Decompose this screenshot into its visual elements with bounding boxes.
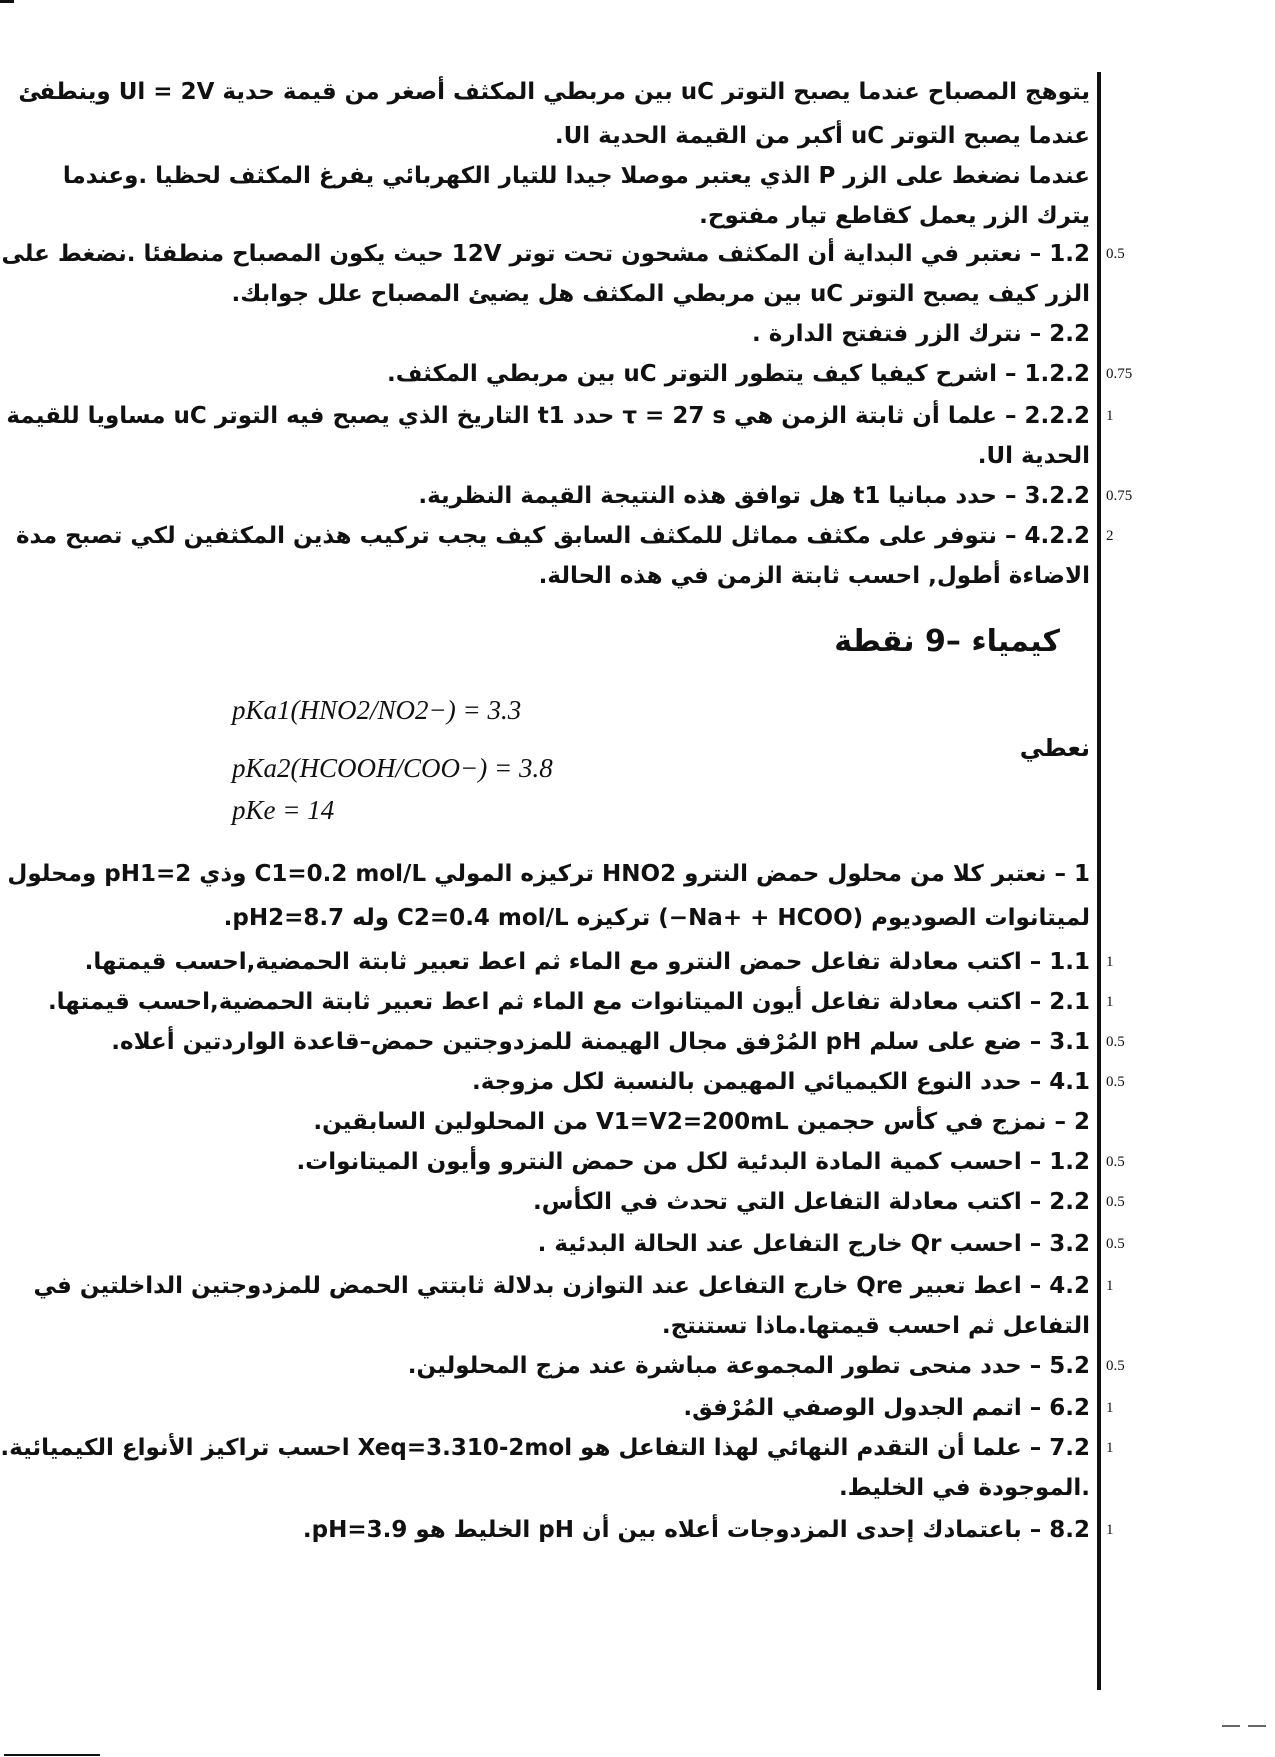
chem-q-3-2: 3.2 – احسب Qr خارج التفاعل عند الحالة البدئية . (537, 1231, 1090, 1257)
points-c-4-1: 0.5 (1106, 1074, 1125, 1090)
points-c-7-2: 1 (1106, 1440, 1114, 1456)
chem-q-3-1: 3.1 – ضع على سلم pH المُرْفق مجال الهيمنة للمزدوجتين حمض–قاعدة الواردتين أعلاه. (111, 1029, 1090, 1055)
footer-dash-2 (1248, 1725, 1266, 1727)
chem-q-7-2: 7.2 – علما أن التقدم النهائي لهذا التفاعل هو Xeq=3.310-2mol احسب تراكيز الأنواع الكيميائية. (0, 1435, 1090, 1461)
physics-q-2-2-2: 2.2.2 – علما أن ثابتة الزمن هي τ = 27 s حدد t1 التاريخ الذي يصبح فيه التوتر uC مساويا للقيمة (6, 403, 1090, 429)
physics-q-2-2: 2.2 – نترك الزر فتفتح الدارة . (752, 321, 1090, 347)
points-4-2-2: 2 (1106, 528, 1114, 544)
given-label: نعطي (1019, 734, 1090, 762)
footer-rule (4, 1754, 100, 1756)
chem-intro-2: لميتانوات الصوديوم (Na+ + HCOO−) تركيزه C2=0.4 mol/L وله pH2=8.7. (223, 905, 1090, 931)
corner-mark (0, 0, 14, 3)
points-c-3-1: 0.5 (1106, 1034, 1125, 1050)
formula-pke: pKe = 14 (232, 795, 335, 825)
points-c-6-2: 1 (1106, 1400, 1114, 1416)
chem-q-4-1: 4.1 – حدد النوع الكيميائي المهيمن بالنسبة لكل مزوجة. (472, 1069, 1090, 1095)
chem-q-6-2: 6.2 – اتمم الجدول الوصفي المُرْفق. (683, 1395, 1090, 1421)
points-c-3-2: 0.5 (1106, 1236, 1125, 1252)
physics-line-1: يتوهج المصباح عندما يصبح التوتر uC بين مربطي المكثف أصغر من قيمة حدية Ul = 2V وينطفئ (18, 79, 1090, 105)
points-c-2-1: 1 (1106, 994, 1114, 1010)
points-1-2: 0.5 (1106, 246, 1125, 262)
chem-q-2-1: 2.1 – اكتب معادلة تفاعل أيون الميتانوات مع الماء ثم اعط تعبير ثابتة الحمضية,احسب قيمتها. (47, 989, 1090, 1015)
formula-pka1: pKa1(HNO2/NO2−) = 3.3 (232, 695, 522, 725)
footer-dash-1 (1222, 1725, 1240, 1727)
points-c-8-2: 1 (1106, 1522, 1114, 1538)
chem-q-4-2-cont: التفاعل ثم احسب قيمتها.ماذا تستنتج. (661, 1313, 1090, 1339)
chemistry-heading: كيمياء –9 نقطة (834, 624, 1060, 659)
chem-q2-intro: 2 – نمزج في كأس حجمين V1=V2=200mL من المحلولين السابقين. (313, 1109, 1090, 1135)
physics-line-4: يترك الزر يعمل كقاطع تيار مفتوح. (699, 203, 1090, 229)
chem-q-5-2: 5.2 – حدد منحى تطور المجموعة مباشرة عند مزج المحلولين. (407, 1353, 1090, 1379)
chem-q-8-2: 8.2 – باعتمادك إحدى المزدوجات أعلاه بين أن pH الخليط هو pH=3.9. (302, 1517, 1090, 1543)
physics-q-3-2-2: 3.2.2 – حدد مبانيا t1 هل توافق هذه النتيجة القيمة النظرية. (418, 483, 1090, 509)
points-c-1-1: 1 (1106, 954, 1114, 970)
chem-q-4-2: 4.2 – اعط تعبير Qre خارج التفاعل عند التوازن بدلالة ثابتتي الحمض للمزدوجتين الداخلتين في (33, 1273, 1090, 1299)
physics-line-13: الاضاءة أطول, احسب ثابتة الزمن في هذه الحالة. (538, 563, 1090, 589)
physics-line-3: عندما نضغط على الزر P الذي يعتبر موصلا جيدا للتيار الكهربائي يفرغ المكثف لحظيا .وعندما (62, 163, 1090, 189)
physics-line-10: الحدية Ul. (977, 443, 1090, 469)
physics-q-4-2-2: 4.2.2 – نتوفر على مكثف مماثل للمكثف السابق كيف يجب تركيب هذين المكثفين لكي تصبح مدة (15, 523, 1090, 549)
points-3-2-2: 0.75 (1106, 488, 1133, 504)
points-c-2-2: 0.5 (1106, 1194, 1125, 1210)
points-1-2-2: 0.75 (1106, 366, 1133, 382)
chem-q-1-2: 1.2 – احسب كمية المادة البدئية لكل من حمض النترو وأيون الميتانوات. (296, 1149, 1090, 1175)
physics-q-1-2: 1.2 – نعتبر في البداية أن المكثف مشحون تحت توتر 12V حيث يكون المصباح منطفئا .نضغط على (1, 241, 1090, 267)
chem-intro-1: 1 – نعتبر كلا من محلول حمض النترو HNO2 تركيزه المولي C1=0.2 mol/L وذي pH1=2 ومحلول (7, 861, 1090, 887)
chem-q-2-2: 2.2 – اكتب معادلة التفاعل التي تحدث في الكأس. (532, 1189, 1090, 1215)
formula-pka2: pKa2(HCOOH/COO−) = 3.8 (232, 753, 553, 783)
points-c-4-2: 1 (1106, 1278, 1114, 1294)
points-2-2-2: 1 (1106, 408, 1114, 424)
chem-q-1-1: 1.1 – اكتب معادلة تفاعل حمض النترو مع الماء ثم اعط تعبير ثابتة الحمضية,احسب قيمتها. (84, 949, 1090, 975)
physics-q-1-2-2: 1.2.2 – اشرح كيفيا كيف يتطور التوتر uC بين مربطي المكثف. (386, 361, 1090, 387)
margin-rule (1097, 72, 1101, 1690)
points-c-1-2: 0.5 (1106, 1154, 1125, 1170)
chem-q-7-2-cont: .الموجودة في الخليط. (838, 1475, 1090, 1501)
points-c-5-2: 0.5 (1106, 1358, 1125, 1374)
physics-line-2: عندما يصبح التوتر uC أكبر من القيمة الحدية Ul. (554, 123, 1090, 149)
physics-line-6: الزر كيف يصبح التوتر uC بين مربطي المكثف هل يضيئ المصباح علل جوابك. (231, 281, 1090, 307)
